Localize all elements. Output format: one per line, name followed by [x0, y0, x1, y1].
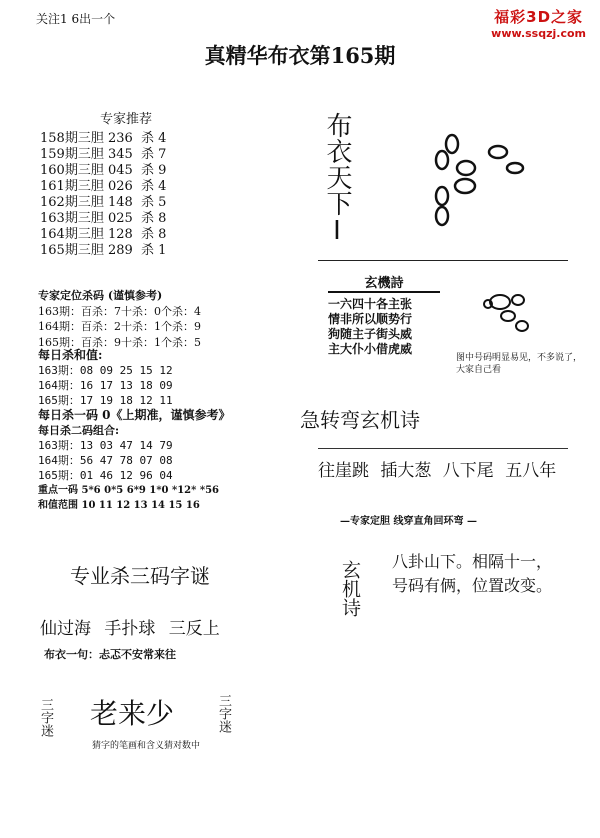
chain-link-shape	[436, 187, 448, 205]
brand-name: 福彩3D之家	[494, 8, 584, 26]
rec-row: 161期三胆 026 杀 4	[40, 179, 167, 194]
bagua-poem	[392, 550, 592, 598]
xuanji-poem-box	[328, 272, 440, 357]
buyi-line: 布衣一句：忐忑不安常来往	[44, 648, 176, 661]
jizhuan-title: 急转弯玄机诗	[300, 408, 420, 432]
figure-link-shape	[516, 321, 528, 331]
dingwei-heading: 专家定位杀码 (谨慎参考)	[38, 289, 163, 302]
daily-sum-row: 165期：17 19 18 12 11	[38, 394, 173, 407]
chain-link-shape	[489, 146, 507, 158]
xuanji-poem-line: 主大仆小借虎威	[328, 342, 413, 356]
riddle-main: 老来少	[90, 697, 175, 730]
rec-row: 163期三胆 025 杀 8	[40, 211, 167, 226]
dingwei-row: 164期：百杀：2十杀：1个杀：9	[38, 320, 201, 333]
xuanji-poem-line: 一六四十各主张	[328, 297, 413, 311]
rec-row: 165期三胆 289 杀 1	[40, 243, 167, 258]
page-title: 真精华布衣第165期	[204, 43, 396, 68]
bagua-line: 八卦山下。相隔十一，	[392, 552, 553, 571]
rec-row: 158期三胆 236 杀 4	[40, 131, 167, 146]
key-group: 重点一码 5*6 0*5 6*9 1*0 *12* *56	[38, 485, 219, 496]
daily-two-row: 165期：01 46 12 96 04	[38, 469, 173, 482]
figure-link-shape	[501, 311, 515, 321]
dingdan-line: —专家定胆 线穿直角回环弯 —	[340, 516, 477, 527]
xuanji-figure	[478, 290, 538, 338]
figure-link-shape	[490, 295, 510, 309]
riddle-label-right: 三字迷	[216, 694, 231, 733]
riddle-label-left: 三字迷	[38, 698, 53, 737]
kill-three-title: 专业杀三码字谜	[70, 564, 210, 588]
chain-link-shape	[436, 151, 448, 169]
number-chain-figure	[420, 130, 540, 230]
brand-logo[interactable]	[491, 6, 586, 40]
rec-row: 160期三胆 045 杀 9	[40, 163, 167, 178]
buyi-tianxia-title: 布衣天下I	[322, 112, 352, 246]
chain-link-shape	[507, 163, 523, 173]
expert-recommend-heading: 专家推荐	[100, 112, 153, 127]
expert-recommend-section	[40, 108, 250, 259]
sum-range: 和值范围 10 11 12 13 14 15 16	[38, 500, 200, 511]
daily-sum-row: 163期：08 09 25 15 12	[38, 364, 173, 377]
xuanji-figure-shapes	[484, 295, 528, 331]
daily-two-heading: 每日杀二码组合:	[38, 424, 120, 437]
number-chain-shapes	[436, 135, 523, 225]
xuanji-poem-title: 玄機詩	[328, 272, 440, 293]
xuanji-note: 图中号码明显易见，不多说了，大家自己看	[456, 353, 583, 375]
daily-sum-heading: 每日杀和值:	[38, 348, 103, 362]
daily-sum-row: 164期：16 17 13 18 09	[38, 379, 173, 392]
bagua-line: 号码有俩，位置改变。	[392, 576, 553, 595]
xuanji-poem-line: 情非所以顺势行	[328, 312, 413, 326]
dingwei-section	[38, 288, 268, 350]
figure-link-shape	[512, 295, 524, 305]
chain-link-shape	[436, 207, 448, 225]
rec-row: 162期三胆 148 杀 5	[40, 195, 167, 210]
daily-one-heading: 每日杀一码 0《上期准，谨慎参考》	[38, 408, 231, 422]
jizhuan-answer: 往崖跳 插大葱 八下尾 五八年	[318, 461, 557, 481]
chain-link-shape	[457, 161, 475, 175]
chain-link-shape	[455, 179, 475, 193]
daily-two-row: 164期：56 47 78 07 08	[38, 454, 173, 467]
xuanji-vertical-title: 玄机诗	[339, 560, 361, 617]
chain-link-shape	[446, 135, 458, 153]
brand-url: www.ssqzj.com	[491, 27, 586, 40]
rec-row: 159期三胆 345 杀 7	[40, 147, 167, 162]
dingwei-row: 163期：百杀：7十杀：0个杀：4	[38, 304, 201, 318]
section-divider	[318, 260, 568, 261]
daily-two-row: 163期：13 03 47 14 79	[38, 439, 173, 452]
xuanji-poem-line: 狗随主子街头威	[328, 327, 413, 341]
dingwei-row: 165期：百杀：9十杀：1个杀：5	[38, 335, 201, 349]
kill-three-riddle: 仙过海 手扑球 三反上	[40, 619, 220, 639]
section-divider	[318, 448, 568, 449]
riddle-hint: 猜字的笔画和含义猜对数中	[92, 741, 201, 751]
rec-row: 164期三胆 128 杀 8	[40, 227, 167, 242]
follow-note: 关注1 6出一个	[36, 12, 116, 26]
